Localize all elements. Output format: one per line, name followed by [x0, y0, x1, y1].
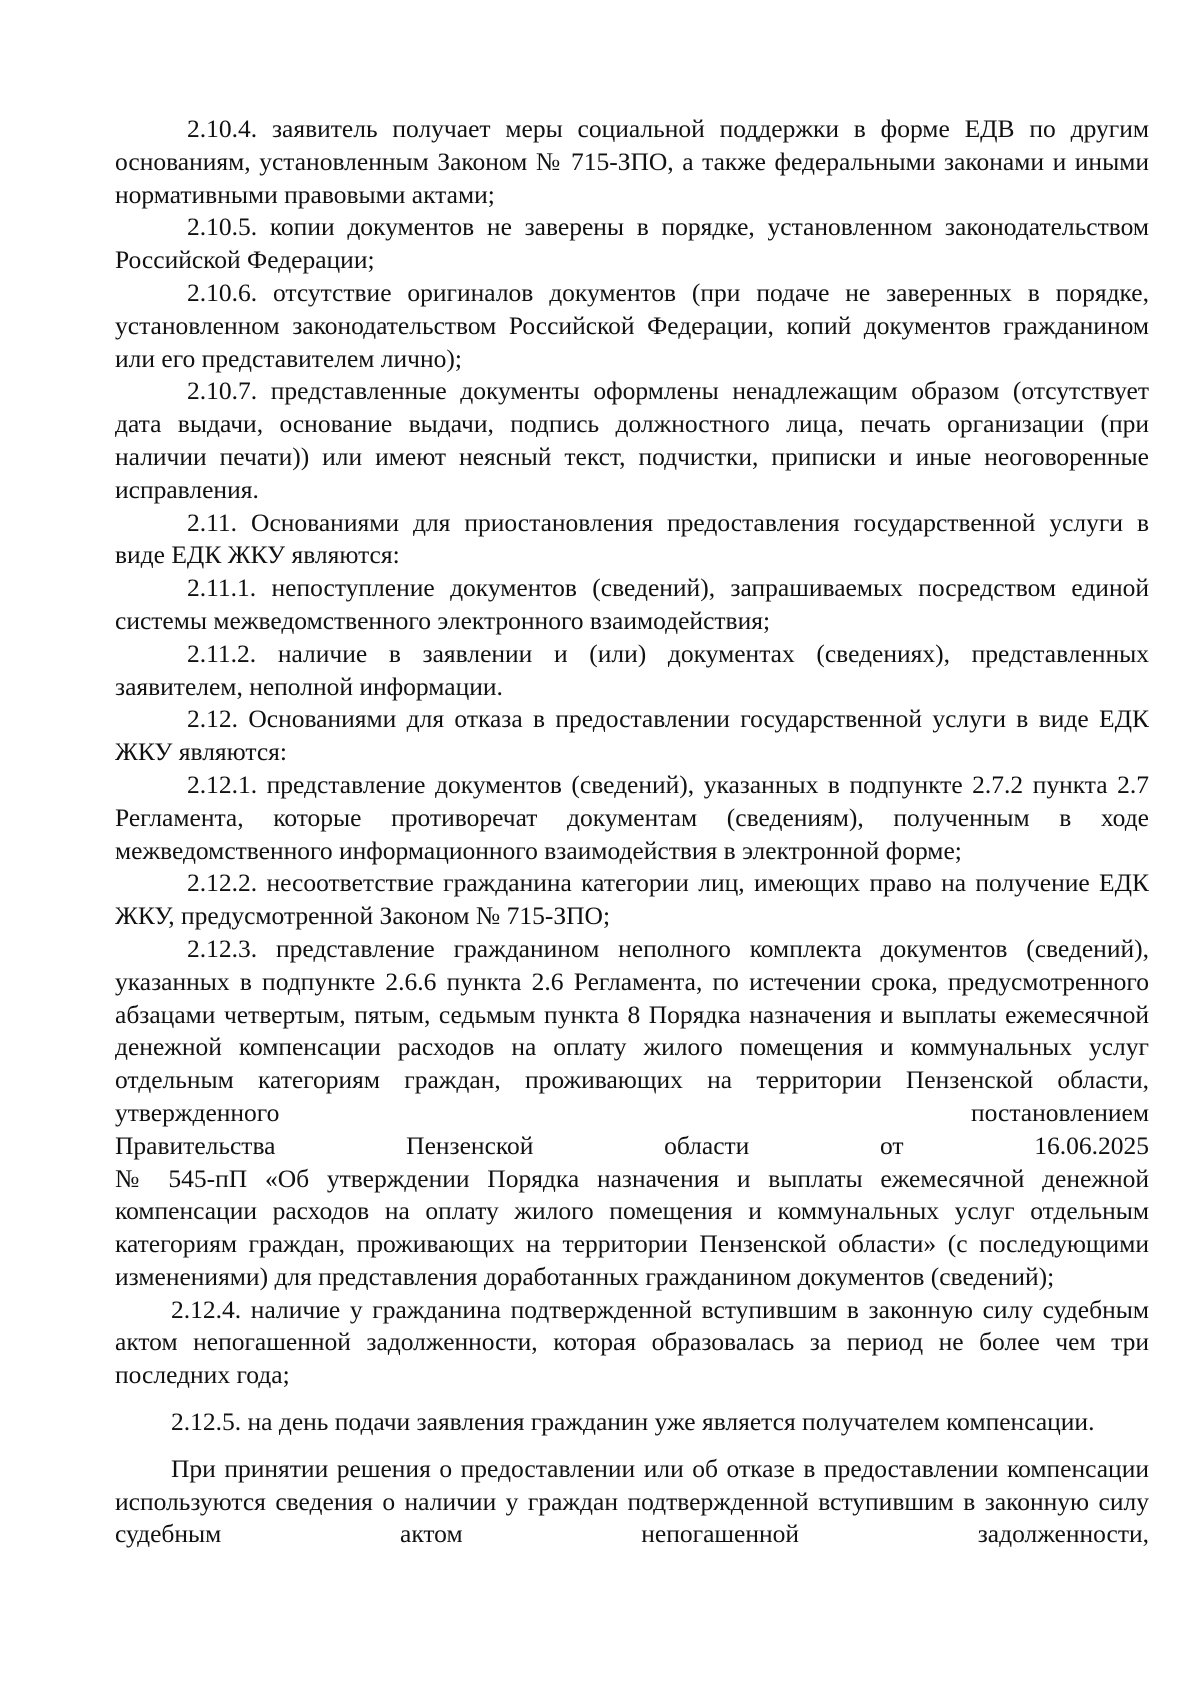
paragraph-2-12: 2.12. Основаниями для отказа в предоставлении государственной услуги в виде ЕДК ЖКУ являются: [115, 704, 1149, 767]
paragraph-2-12-5: 2.12.5. на день подачи заявления гражданин уже является получателем компенсации. [171, 1407, 1095, 1437]
paragraph-2-12-3-part2: № 545-пП «Об утверждении Порядка назначения и выплаты ежемесячной денежной компенсации расходов на оплату жилого помещения и коммунальных услуг отдельным категориям граждан, проживающих на территории Пензенской области» (с последующими изменениями) для представления доработанных гражданином документов (сведений); [115, 1163, 1149, 1291]
paragraph-2-12-1: 2.12.1. представление документов (сведений), указанных в подпункте 2.7.2 пункта 2.7 Регламента, которые противоречат документам (сведениям), полученным в ходе межведомственного информационного взаимодействия в электронной форме; [115, 769, 1149, 865]
paragraph-2-12-3 [115, 933, 1149, 1294]
paragraph-2-12-4: 2.12.4. наличие у гражданина подтвержденной вступившим в законную силу судебным актом непогашенной задолженности, которая образовалась за период не более чем три последних года; [115, 1294, 1149, 1390]
paragraph-2-10-4: 2.10.4. заявитель получает меры социальной поддержки в форме ЕДВ по другим основаниям, установленным Законом № 715-ЗПО, а также федеральными законами и иными нормативными правовыми актами; [115, 114, 1149, 209]
paragraph-2-10-5: 2.10.5. копии документов не заверены в порядке, установленном законодательством Российской Федерации; [115, 212, 1149, 275]
paragraph-2-11: 2.11. Основаниями для приостановления предоставления государственной услуги в виде ЕДК ЖКУ являются: [115, 507, 1149, 570]
paragraph-2-12-3-part1: 2.12.3. представление гражданином неполного комплекта документов (сведений), указанных в подпункте 2.6.6 пункта 2.6 Регламента, по истечении срока, предусмотренного абзацами четвертым, пятым, седьмым пункта 8 Порядка назначения и выплаты ежемесячной денежной компенсации расходов на оплату жилого помещения и коммунальных услуг отдельным категориям граждан, проживающих на территории Пензенской области, утвержденного постановлением [115, 933, 1149, 1127]
paragraph-2-11-1: 2.11.1. непоступление документов (сведений), запрашиваемых посредством единой системы межведомственного электронного взаимодействия; [115, 573, 1149, 635]
paragraph-2-12-3-spread-line: Правительства Пензенской области от 16.06.2025 [115, 1130, 1149, 1160]
paragraph-2-11-2: 2.11.2. наличие в заявлении и (или) документах (сведениях), представленных заявителем, неполной информации. [115, 638, 1149, 701]
paragraph-2-12-2: 2.12.2. несоответствие гражданина категории лиц, имеющих право на получение ЕДК ЖКУ, предусмотренной Законом № 715-ЗПО; [115, 868, 1149, 931]
paragraph-final: При принятии решения о предоставлении или об отказе в предоставлении компенсации используются сведения о наличии у граждан подтвержденной вступившим в законную силу судебным актом непогашенной задолженности, [115, 1453, 1149, 1549]
paragraph-2-10-7: 2.10.7. представленные документы оформлены ненадлежащим образом (отсутствует дата выдачи, основание выдачи, подпись должностного лица, печать организации (при наличии печати)) или имеют неясный текст, подчистки, приписки и иные неоговоренные исправления. [115, 376, 1149, 504]
document-page [115, 113, 1149, 1551]
paragraph-2-10-6: 2.10.6. отсутствие оригиналов документов (при подаче не заверенных в порядке, установленном законодательством Российской Федерации, копий документов гражданином или его представителем лично); [115, 277, 1149, 373]
